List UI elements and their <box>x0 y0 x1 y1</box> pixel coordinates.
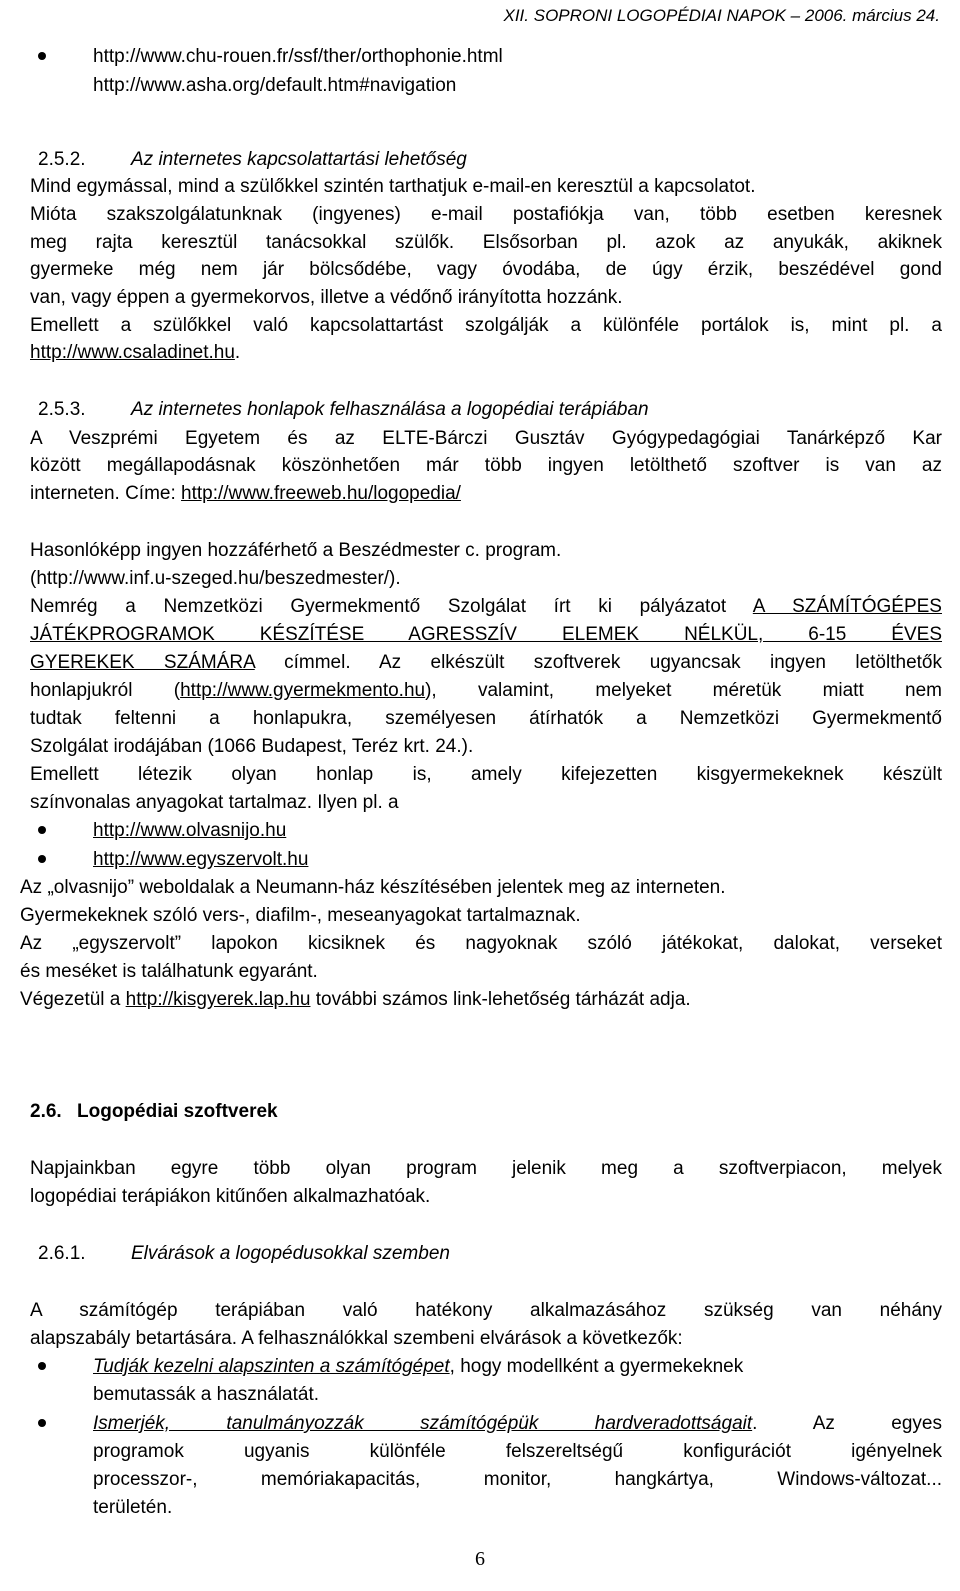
text-run: , hogy modellként a gyermekeknek <box>449 1356 744 1377</box>
paragraph-line: Emellett a szülőkkel való kapcsolattartást szolgálják a különféle portálok is, mint pl. a <box>30 315 942 336</box>
section-heading-2-6-1 <box>30 1240 942 1267</box>
paragraph-line: Az „egyszervolt” lapokon kicsiknek és nagyoknak szóló játékokat, dalokat, verseket <box>20 933 942 954</box>
paragraph-line: Gyermekeknek szóló vers-, diafilm-, meseanyagokat tartalmaznak. <box>20 905 581 926</box>
paragraph-line: színvonalas anyagokat tartalmaz. Ilyen pl. a <box>30 792 399 813</box>
text-run: ), valamint, melyeket méretük miatt nem <box>425 680 942 701</box>
paragraph-line: alapszabály betartására. A felhasználókkal szembeni elvárások a következők: <box>30 1328 683 1349</box>
paragraph-line: Emellett létezik olyan honlap is, amely kifejezetten kisgyermekeknek készült <box>30 764 942 785</box>
paragraph-line: van, vagy éppen a gyermekorvos, illetve a védőnő irányította hozzánk. <box>30 287 623 308</box>
list-item-cont: processzor-, memóriakapacitás, monitor, hangkártya, Windows-változat... <box>93 1469 942 1490</box>
paragraph-line: A Veszprémi Egyetem és az ELTE-Bárczi Gusztáv Gyógypedagógiai Tanárképző Kar <box>30 428 942 449</box>
section-number: 2.6.1. <box>38 1243 86 1264</box>
section-heading-2-6 <box>30 1098 942 1125</box>
list-item <box>93 846 942 873</box>
paragraph-line: logopédiai terápiákon kitűnően alkalmazhatóak. <box>30 1186 431 1207</box>
section-number: 2.5.3. <box>38 399 86 420</box>
paragraph-line: között megállapodásnak köszönhetően már több ingyen letölthető szoftver is van az <box>30 455 942 476</box>
text-run: interneten. Címe: <box>30 483 182 504</box>
link-csaladinet[interactable]: http://www.csaladinet.hu <box>30 342 235 363</box>
bullet-icon <box>38 826 46 834</box>
list-item <box>93 1410 942 1437</box>
paragraph-line: meg rajta keresztül tanácsokkal szülők. Elsősorban pl. azok az anyukák, akiknek <box>30 232 942 253</box>
section-number: 2.6. <box>30 1101 62 1122</box>
link-egyszervolt[interactable]: http://www.egyszervolt.hu <box>93 849 309 870</box>
link-olvasnijo[interactable]: http://www.olvasnijo.hu <box>93 820 287 841</box>
link-chu-rouen[interactable]: http://www.chu-rouen.fr/ssf/ther/orthophonie.html <box>93 46 503 67</box>
bullet-icon <box>38 855 46 863</box>
emphasis: Tudják kezelni alapszinten a számítógépet <box>93 1356 450 1377</box>
paragraph-line <box>30 677 942 704</box>
paragraph-line <box>30 649 942 676</box>
underlined-title: JÁTÉKPROGRAMOK KÉSZÍTÉSE AGRESSZÍV ELEMEK NÉLKÜL, 6-15 ÉVES <box>30 624 942 645</box>
underlined-title: GYEREKEK SZÁMÁRA <box>30 652 255 673</box>
list-item <box>93 817 942 844</box>
paragraph-line: gyermeke még nem jár bölcsődébe, vagy óvodába, de úgy érzik, beszédével gond <box>30 259 942 280</box>
paragraph-line: tudtak feltenni a honlapukra, személyesen átírhatók a Nemzetközi Gyermekmentő <box>30 708 942 729</box>
section-heading-2-5-3 <box>30 396 942 423</box>
section-title: Elvárások a logopédusokkal szemben <box>131 1243 450 1264</box>
paragraph-line: (http://www.inf.u-szeged.hu/beszedmester/). <box>30 568 401 589</box>
text-run: Nemrég a Nemzetközi Gyermekmentő Szolgálat írt ki pályázatot <box>30 596 753 617</box>
running-header: XII. SOPRONI LOGOPÉDIAI NAPOK – 2006. március 24. <box>503 6 940 25</box>
page-number: 6 <box>475 1548 485 1570</box>
paragraph-line <box>30 480 942 507</box>
list-item-cont: bemutassák a használatát. <box>93 1384 320 1405</box>
paragraph-line: és meséket is találhatunk egyaránt. <box>20 961 318 982</box>
text-run: Végezetül a <box>20 989 126 1010</box>
paragraph-line: Napjainkban egyre több olyan program jelenik meg a szoftverpiacon, melyek <box>30 1158 942 1179</box>
list-item-cont: programok ugyanis különféle felszereltségű konfigurációt igényelnek <box>93 1441 942 1462</box>
list-item <box>93 1353 942 1380</box>
bullet-icon <box>38 1419 46 1427</box>
section-number: 2.5.2. <box>38 149 86 170</box>
paragraph-line <box>30 621 942 648</box>
emphasis: Ismerjék, tanulmányozzák számítógépük hardveradottságait <box>93 1413 753 1434</box>
list-item-cont: területén. <box>93 1497 173 1518</box>
text-run: . Az egyes <box>752 1413 942 1434</box>
paragraph-line <box>20 986 932 1013</box>
bullet-icon <box>38 1362 46 1370</box>
paragraph-line: Mind egymással, mind a szülőkkel szintén tarthatjuk e-mail-en keresztül a kapcsolatot. <box>30 176 756 197</box>
underlined-title: A SZÁMÍTÓGÉPES <box>752 596 942 617</box>
link-freeweb[interactable]: http://www.freeweb.hu/logopedia/ <box>181 483 461 504</box>
paragraph-line: A számítógép terápiában való hatékony alkalmazásához szükség van néhány <box>30 1300 942 1321</box>
section-title: Az internetes kapcsolattartási lehetőség <box>131 149 467 170</box>
paragraph-line: Hasonlóképp ingyen hozzáférhető a Beszédmester c. program. <box>30 540 562 561</box>
text-run: további számos link-lehetőség tárházát adja. <box>310 989 691 1010</box>
section-title: Az internetes honlapok felhasználása a logopédiai terápiában <box>131 399 649 420</box>
text-run: címmel. Az elkészült szoftverek ugyancsak ingyen letölthetők <box>254 652 942 673</box>
link-asha[interactable]: http://www.asha.org/default.htm#navigation <box>93 75 457 96</box>
paragraph-line: Mióta szakszolgálatunknak (ingyenes) e-mail postafiókja van, több esetben keresnek <box>30 204 942 225</box>
link-kisgyerek[interactable]: http://kisgyerek.lap.hu <box>125 989 311 1010</box>
text-run: honlapjukról ( <box>30 680 181 701</box>
paragraph-line <box>30 593 942 620</box>
section-title: Logopédiai szoftverek <box>77 1101 278 1122</box>
link-gyermekmento[interactable]: http://www.gyermekmento.hu <box>180 680 426 701</box>
paragraph-line: Az „olvasnijo” weboldalak a Neumann-ház készítésében jelentek meg az interneten. <box>20 877 726 898</box>
bullet-icon <box>38 52 46 60</box>
paragraph-line <box>30 339 942 366</box>
punctuation: . <box>234 342 241 363</box>
section-heading-2-5-2 <box>30 146 942 173</box>
paragraph-line: Szolgálat irodájában (1066 Budapest, Teréz krt. 24.). <box>30 736 474 757</box>
